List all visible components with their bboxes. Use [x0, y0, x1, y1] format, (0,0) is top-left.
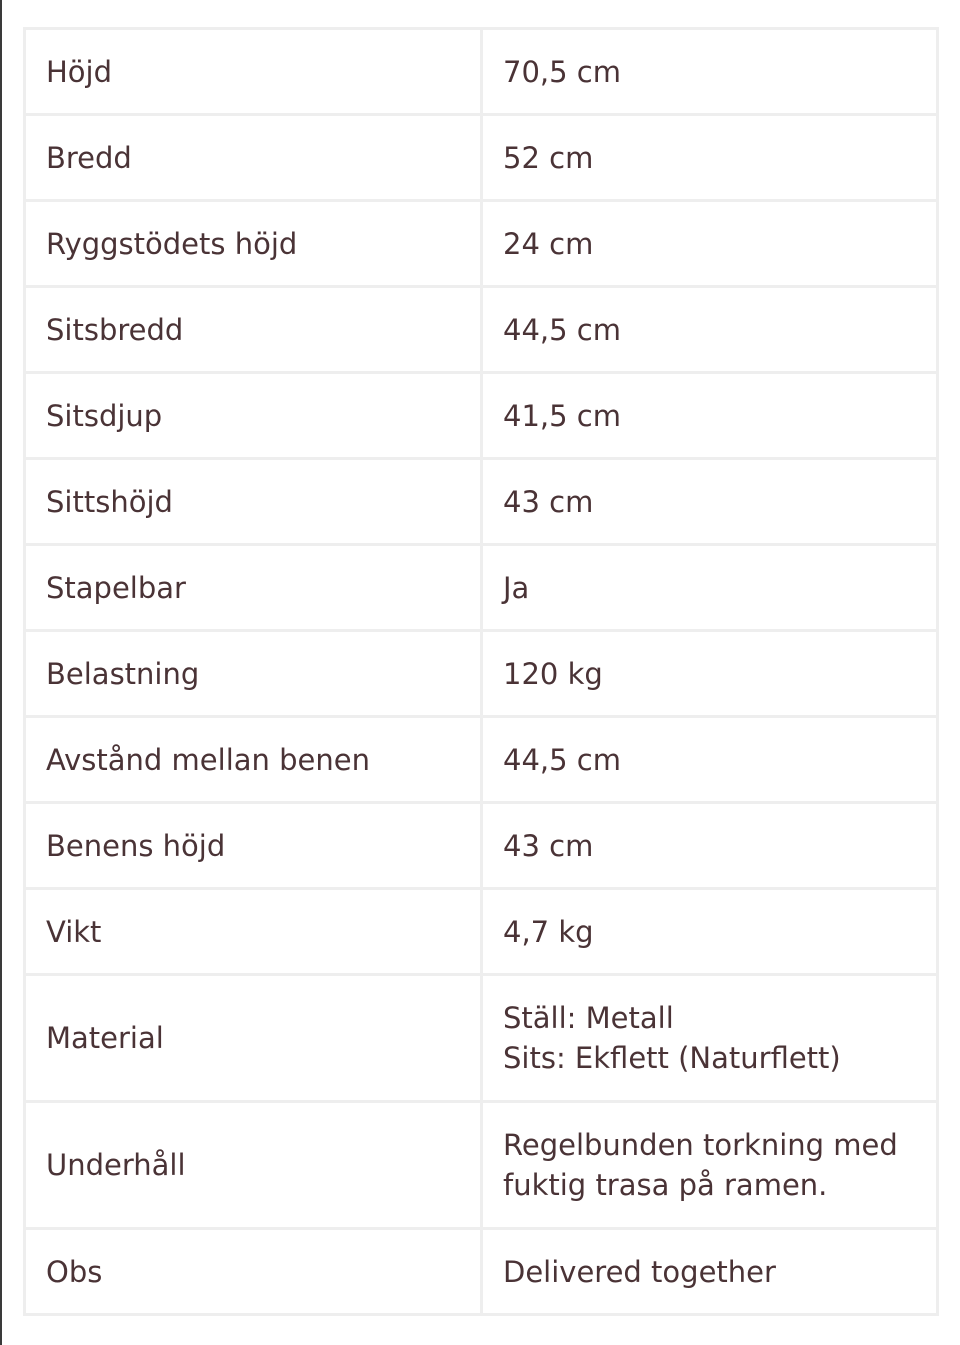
spec-value-line: 4,7 kg: [503, 914, 594, 949]
spec-label: Vikt: [25, 889, 482, 975]
spec-value: [482, 459, 938, 545]
spec-label: Sitsbredd: [25, 287, 482, 373]
spec-value: [482, 631, 938, 717]
spec-value-line: 70,5 cm: [503, 54, 621, 89]
spec-label: Sittshöjd: [25, 459, 482, 545]
spec-value-line: fuktig trasa på ramen.: [503, 1168, 828, 1202]
spec-value-line: 43 cm: [503, 484, 594, 519]
spec-value-line: Ställ: Metall: [503, 1001, 674, 1035]
spec-label: Avstånd mellan benen: [25, 717, 482, 803]
spec-value: [482, 29, 938, 115]
table-row: [25, 459, 938, 545]
table-row: [25, 287, 938, 373]
table-row: [25, 631, 938, 717]
spec-value-line: 44,5 cm: [503, 312, 621, 347]
table-row: [25, 889, 938, 975]
spec-value-line: 41,5 cm: [503, 398, 621, 433]
spec-value: [482, 1229, 938, 1315]
spec-value: [482, 803, 938, 889]
spec-value: [482, 545, 938, 631]
table-row: [25, 803, 938, 889]
table-row: [25, 975, 938, 1102]
spec-value: [482, 889, 938, 975]
spec-value: [482, 975, 938, 1102]
specifications-table: [23, 27, 939, 1316]
spec-value-line: 120 kg: [503, 656, 603, 691]
spec-label: Underhåll: [25, 1102, 482, 1229]
spec-value-line: 24 cm: [503, 226, 594, 261]
spec-label: Obs: [25, 1229, 482, 1315]
spec-value-line: 44,5 cm: [503, 742, 621, 777]
spec-value-line: Ja: [503, 570, 530, 605]
spec-value-line: Delivered together: [503, 1254, 776, 1289]
spec-value-line: Regelbunden torkning med: [503, 1128, 898, 1162]
spec-value: [482, 115, 938, 201]
table-row: [25, 717, 938, 803]
spec-label: Sitsdjup: [25, 373, 482, 459]
spec-value: [482, 287, 938, 373]
table-row: [25, 373, 938, 459]
spec-value: [482, 373, 938, 459]
spec-value: [482, 201, 938, 287]
spec-value: [482, 1102, 938, 1229]
spec-value: [482, 717, 938, 803]
spec-label: Bredd: [25, 115, 482, 201]
table-row: [25, 1229, 938, 1315]
table-row: [25, 201, 938, 287]
table-row: [25, 115, 938, 201]
page-left-edge: [0, 0, 2, 1345]
spec-label: Höjd: [25, 29, 482, 115]
spec-label: Material: [25, 975, 482, 1102]
spec-label: Ryggstödets höjd: [25, 201, 482, 287]
table-row: [25, 29, 938, 115]
spec-label: Benens höjd: [25, 803, 482, 889]
spec-value-line: 43 cm: [503, 828, 594, 863]
table-row: [25, 545, 938, 631]
spec-value-line: 52 cm: [503, 140, 594, 175]
spec-label: Belastning: [25, 631, 482, 717]
table-row: [25, 1102, 938, 1229]
spec-label: Stapelbar: [25, 545, 482, 631]
spec-value-line: Sits: Ekflett (Naturflett): [503, 1041, 841, 1075]
